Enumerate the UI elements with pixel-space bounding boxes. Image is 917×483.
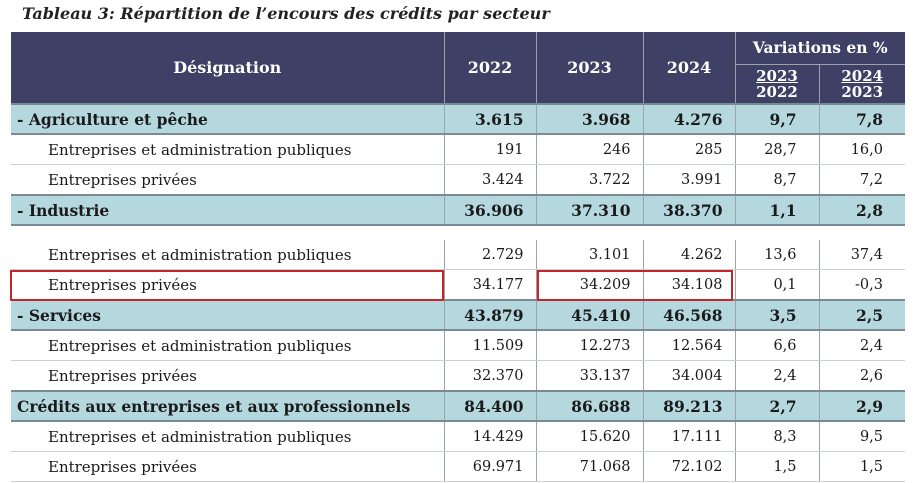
cell-var-2023: 3,5 [735, 300, 819, 330]
cell-2024: 4.262 [643, 240, 735, 270]
cell-2022: 36.906 [444, 195, 536, 225]
cell-var-2024: 2,8 [819, 195, 905, 225]
row-label: Entreprises privées [11, 361, 444, 392]
cell-2024: 285 [643, 134, 735, 165]
cell-2023: 12.273 [536, 330, 643, 361]
cell-var-2024: -0,3 [819, 270, 905, 301]
variation-numerator: 2024 [841, 66, 884, 85]
row-label: Entreprises et administration publiques [11, 240, 444, 270]
cell-var-2024: 2,9 [819, 391, 905, 421]
cell-2023: 45.410 [536, 300, 643, 330]
cell-2023: 86.688 [536, 391, 643, 421]
cell-2023: 15.620 [536, 421, 643, 452]
cell-2024: 72.102 [643, 452, 735, 482]
cell-2023: 246 [536, 134, 643, 165]
cell-2024: 89.213 [643, 391, 735, 421]
cell-2023: 3.968 [536, 104, 643, 134]
table-row [11, 134, 905, 165]
cell-2024: 12.564 [643, 330, 735, 361]
cell-2024: 3.991 [643, 165, 735, 196]
cell-var-2024: 7,8 [819, 104, 905, 134]
cell-var-2024: 9,5 [819, 421, 905, 452]
cell-var-2024: 2,4 [819, 330, 905, 361]
table-row-agriculture [11, 104, 905, 134]
cell-var-2023: 8,3 [735, 421, 819, 452]
cell-2023: 37.310 [536, 195, 643, 225]
header-year-2022: 2022 [444, 32, 536, 104]
cell-2024: 34.108 [643, 270, 735, 301]
cell-var-2023: 2,4 [735, 361, 819, 392]
cell-2022: 2.729 [444, 240, 536, 270]
row-label: Entreprises et administration publiques [11, 421, 444, 452]
cell-2023: 33.137 [536, 361, 643, 392]
cell-var-2024: 7,2 [819, 165, 905, 196]
row-label: Entreprises et administration publiques [11, 134, 444, 165]
table-row [11, 361, 905, 392]
row-label: - Services [11, 300, 444, 330]
cell-var-2023: 6,6 [735, 330, 819, 361]
cell-2022: 69.971 [444, 452, 536, 482]
cell-2022: 14.429 [444, 421, 536, 452]
cell-2024: 34.004 [643, 361, 735, 392]
cell-var-2023: 2,7 [735, 391, 819, 421]
cell-var-2023: 8,7 [735, 165, 819, 196]
cell-var-2023: 1,5 [735, 452, 819, 482]
cell-var-2024: 16,0 [819, 134, 905, 165]
cell-2024: 17.111 [643, 421, 735, 452]
cell-var-2024: 2,6 [819, 361, 905, 392]
cell-2022: 32.370 [444, 361, 536, 392]
cell-var-2024: 1,5 [819, 452, 905, 482]
row-label: Entreprises et administration publiques [11, 330, 444, 361]
cell-2023: 71.068 [536, 452, 643, 482]
header-designation: Désignation [11, 32, 444, 104]
cell-var-2023: 0,1 [735, 270, 819, 301]
row-label: Entreprises privées [11, 452, 444, 482]
variation-denominator: 2023 [841, 82, 884, 101]
header-variation-2023-2022 [735, 64, 819, 104]
table-row-credits-total [11, 391, 905, 421]
table-row-services [11, 300, 905, 330]
header-variations: Variations en % [735, 32, 905, 64]
cell-2022: 3.424 [444, 165, 536, 196]
header-year-2023: 2023 [536, 32, 643, 104]
cell-2024: 4.276 [643, 104, 735, 134]
cell-var-2023: 1,1 [735, 195, 819, 225]
variation-denominator: 2022 [756, 82, 798, 101]
highlight-frame-values [537, 270, 733, 301]
cell-2022: 191 [444, 134, 536, 165]
row-label: Entreprises privées [11, 270, 444, 301]
variation-numerator: 2023 [756, 66, 798, 85]
cell-var-2023: 13,6 [735, 240, 819, 270]
cell-2023: 34.209 [536, 270, 643, 301]
table-row-industrie [11, 195, 905, 225]
cell-var-2024: 37,4 [819, 240, 905, 270]
cell-2023: 3.722 [536, 165, 643, 196]
cell-2022: 3.615 [444, 104, 536, 134]
table-row [11, 330, 905, 361]
table-row [11, 421, 905, 452]
table-title: Tableau 3: Répartition de l’encours des crédits par secteur [22, 4, 550, 23]
table-row [11, 240, 905, 270]
cell-2022: 43.879 [444, 300, 536, 330]
cell-2022: 11.509 [444, 330, 536, 361]
row-label: Entreprises privées [11, 165, 444, 196]
table-row [11, 165, 905, 196]
row-label: Crédits aux entreprises et aux professionnels [11, 391, 444, 421]
cell-var-2023: 28,7 [735, 134, 819, 165]
row-label: - Industrie [11, 195, 444, 225]
cell-2024: 38.370 [643, 195, 735, 225]
credits-table-top [11, 32, 905, 226]
cell-var-2023: 9,7 [735, 104, 819, 134]
header-year-2024: 2024 [643, 32, 735, 104]
row-label: - Agriculture et pêche [11, 104, 444, 134]
cell-2022: 84.400 [444, 391, 536, 421]
cell-2023: 3.101 [536, 240, 643, 270]
cell-var-2024: 2,5 [819, 300, 905, 330]
table-row [11, 452, 905, 482]
header-variation-2024-2023 [819, 64, 905, 104]
cell-2022: 34.177 [444, 270, 536, 301]
highlight-frame-label [10, 270, 444, 301]
cell-2024: 46.568 [643, 300, 735, 330]
